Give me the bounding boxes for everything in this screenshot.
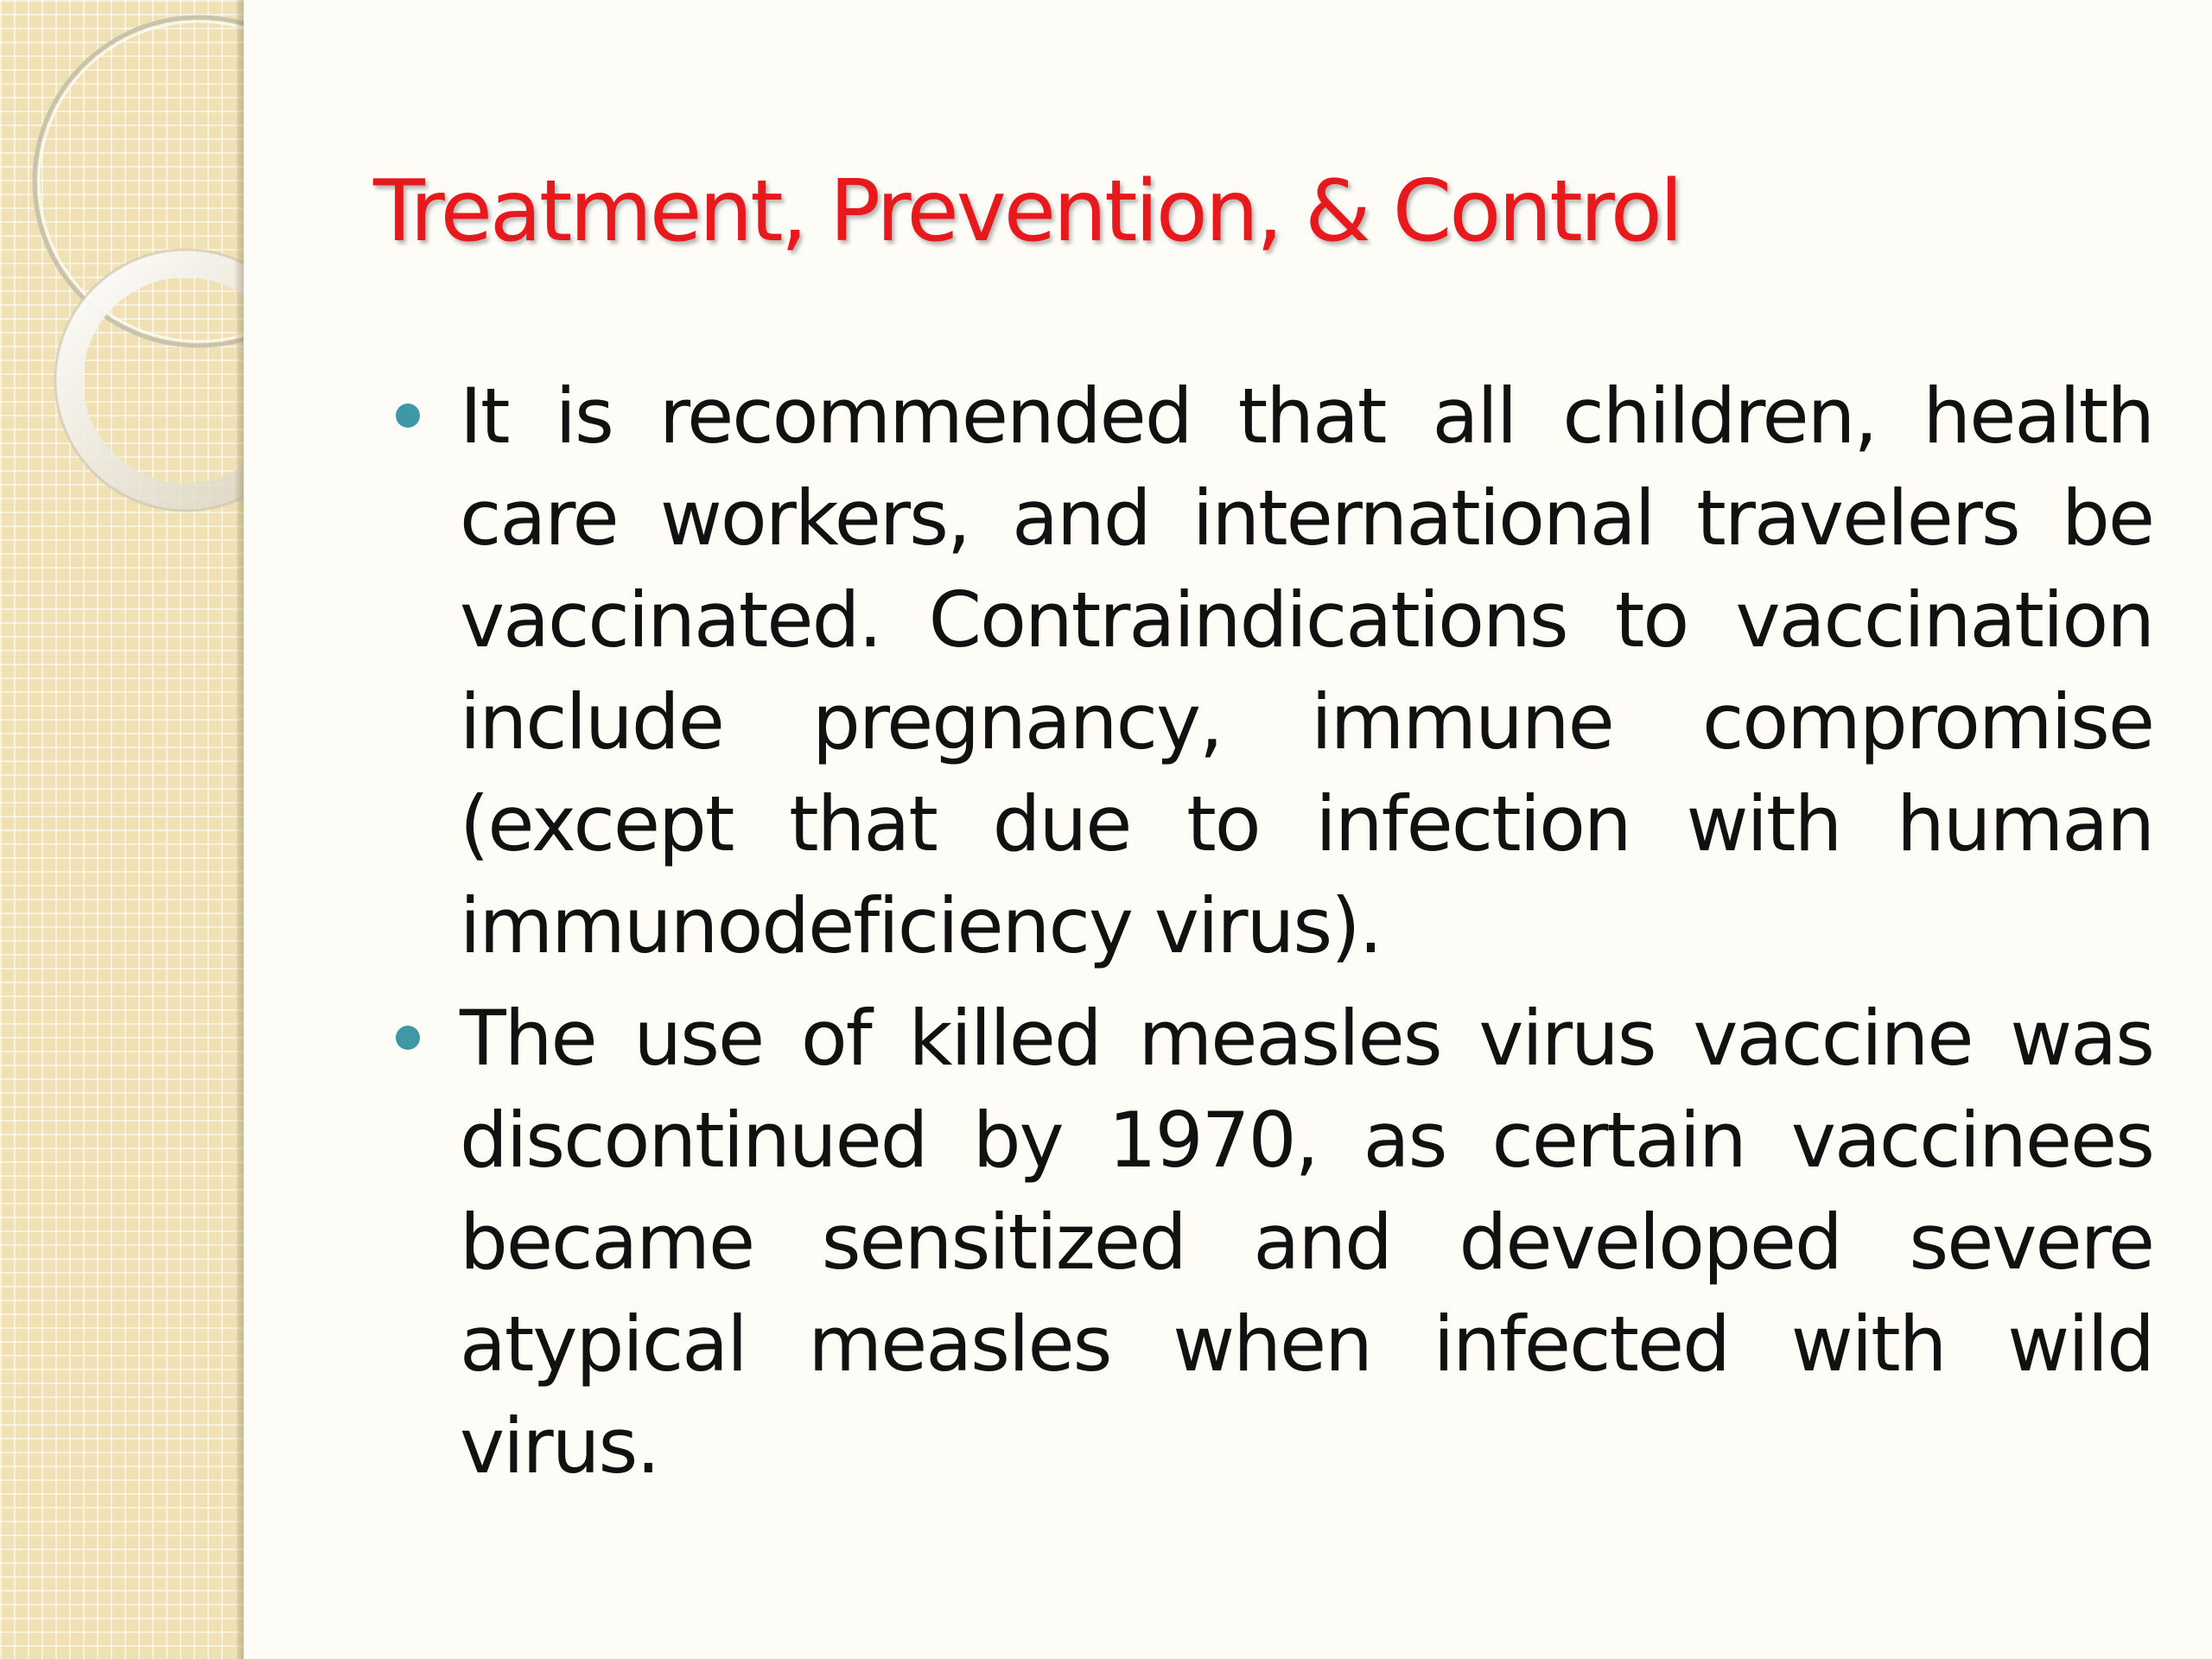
bullet-text: The use of killed measles virus vaccine was discontinued by 1970, as certain vaccinees became sensitized and developed severe atypical measles when infected with wild virus. [460, 994, 2153, 1491]
decorative-rings [0, 0, 244, 553]
decorative-side-strip [0, 0, 244, 1659]
bullet-text: It is recommended that all children, health care workers, and international travelers be vaccinated. Contraindications to vaccination include pregnancy, immune compromise (except that due to infection with human immunodeficiency virus). [460, 372, 2153, 970]
bullet-dot-icon [396, 1026, 420, 1050]
bullet-list [372, 365, 2153, 1508]
large-ring [35, 17, 244, 346]
slide-title: Treatment, Prevention, & Control [373, 162, 1681, 261]
bullet-dot-icon [396, 404, 420, 428]
small-ring-edge [55, 250, 244, 511]
list-item [372, 365, 2153, 977]
large-ring-highlight [39, 22, 244, 341]
list-item [372, 988, 2153, 1497]
small-ring [69, 264, 244, 497]
